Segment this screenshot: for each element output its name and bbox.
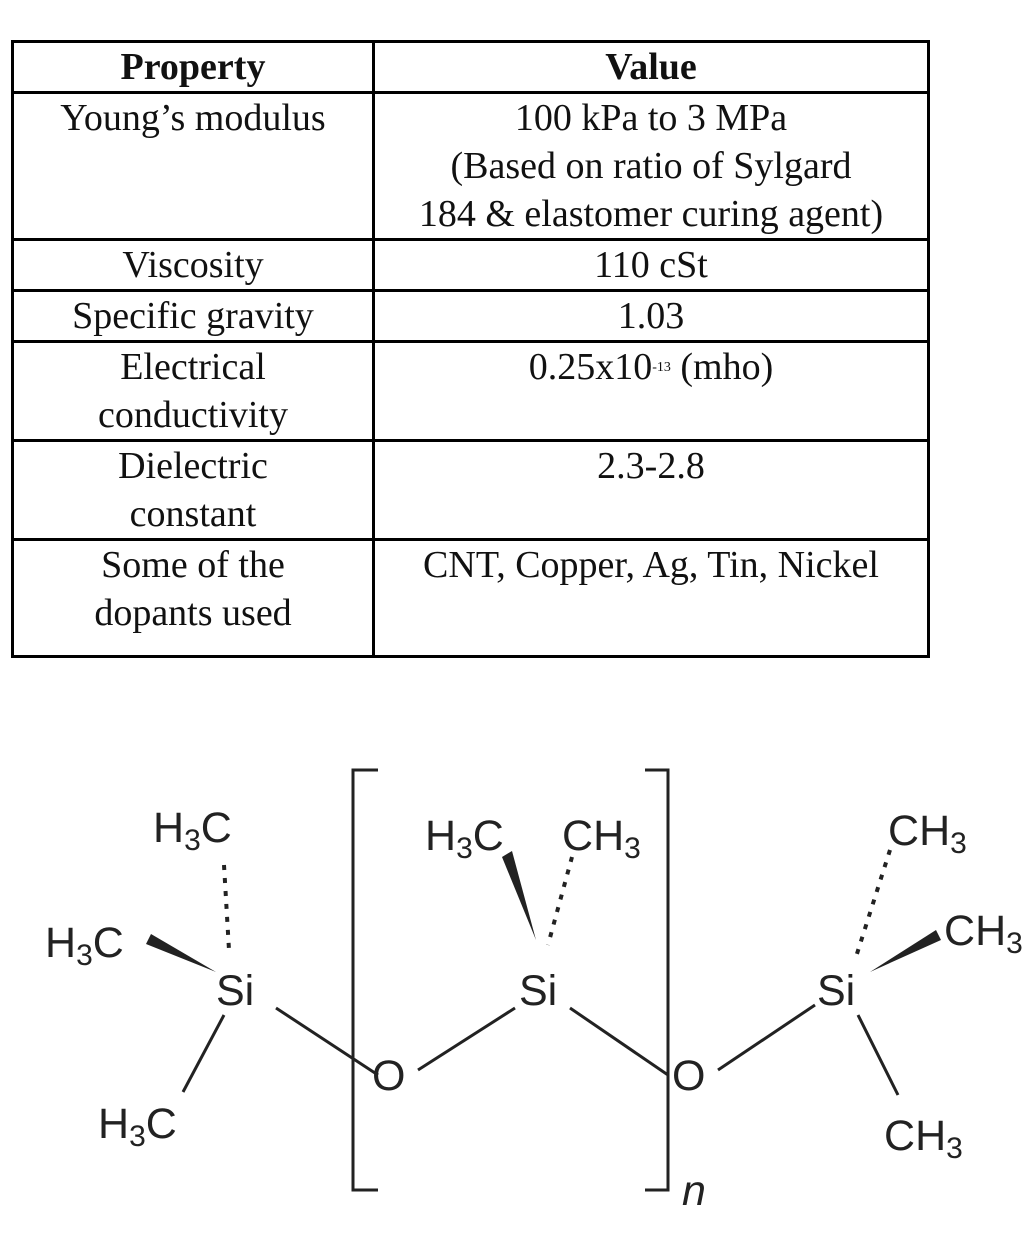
left-bracket	[353, 770, 378, 1190]
property-cell	[13, 240, 374, 291]
value-line: 110 cSt	[594, 244, 708, 286]
header-property: Property	[13, 42, 374, 93]
table-row	[13, 291, 929, 342]
value-line	[379, 343, 923, 392]
left-methyl-top	[153, 804, 232, 857]
value-line: 184 & elastomer curing agent)	[418, 193, 884, 235]
value-cell	[374, 291, 929, 342]
table-header-row	[13, 42, 929, 93]
property-text: Electrical	[120, 346, 266, 388]
header-value: Value	[374, 42, 929, 93]
svg-text:H3C: H3C	[425, 812, 504, 865]
properties-table	[11, 40, 930, 658]
left-si-bonds	[146, 865, 378, 1092]
property-text: conductivity	[98, 394, 288, 436]
middle-methyl-left	[425, 812, 504, 865]
right-methyl-top	[888, 807, 967, 860]
svg-text:CH3: CH3	[884, 1112, 963, 1165]
value-base: 0.25x10	[528, 346, 653, 388]
property-cell	[13, 93, 374, 240]
value-line: 1.03	[617, 295, 685, 337]
table-row	[13, 540, 929, 657]
property-text: Young’s modulus	[60, 97, 326, 139]
svg-text:CH3: CH3	[944, 907, 1023, 960]
svg-text:H3C: H3C	[153, 804, 232, 857]
property-text: dopants used	[94, 592, 292, 634]
value-cell	[374, 342, 929, 441]
value-cell	[374, 540, 929, 657]
right-oxygen: O	[672, 1052, 706, 1100]
pdms-structure-diagram	[0, 750, 1032, 1220]
middle-methyl-right	[562, 812, 641, 865]
repeat-index-n: n	[682, 1167, 706, 1215]
value-line: CNT, Copper, Ag, Tin, Nickel	[423, 544, 879, 586]
table-row	[13, 342, 929, 441]
property-cell	[13, 342, 374, 441]
svg-text:CH3: CH3	[562, 812, 641, 865]
right-methyl-bottom	[884, 1112, 963, 1165]
property-cell	[13, 441, 374, 540]
value-cell	[374, 441, 929, 540]
property-cell	[13, 291, 374, 342]
value-line: 2.3-2.8	[597, 445, 705, 487]
svg-text:CH3: CH3	[888, 807, 967, 860]
value-line: (Based on ratio of Sylgard	[450, 145, 852, 187]
left-methyl-bottom	[98, 1100, 177, 1153]
right-silicon: Si	[817, 967, 856, 1015]
value-cell	[374, 93, 929, 240]
property-text: constant	[129, 493, 257, 535]
right-methyl-side	[944, 907, 1023, 960]
value-line: 100 kPa to 3 MPa	[514, 97, 788, 139]
right-bracket	[645, 770, 668, 1190]
property-text: Specific gravity	[72, 295, 314, 337]
table-row	[13, 441, 929, 540]
table-row	[13, 240, 929, 291]
value-cell	[374, 240, 929, 291]
property-text: Viscosity	[122, 244, 264, 286]
left-oxygen: O	[372, 1052, 406, 1100]
middle-silicon: Si	[519, 967, 558, 1015]
value-exponent: -13	[652, 360, 671, 375]
middle-si-bonds	[418, 851, 668, 1075]
svg-text:H3C: H3C	[45, 919, 124, 972]
property-text: Dielectric	[118, 445, 268, 487]
table-row	[13, 93, 929, 240]
left-methyl-side	[45, 919, 124, 972]
property-text: Some of the	[101, 544, 285, 586]
property-cell	[13, 540, 374, 657]
svg-text:H3C: H3C	[98, 1100, 177, 1153]
value-unit: (mho)	[670, 346, 774, 388]
left-silicon: Si	[216, 967, 255, 1015]
